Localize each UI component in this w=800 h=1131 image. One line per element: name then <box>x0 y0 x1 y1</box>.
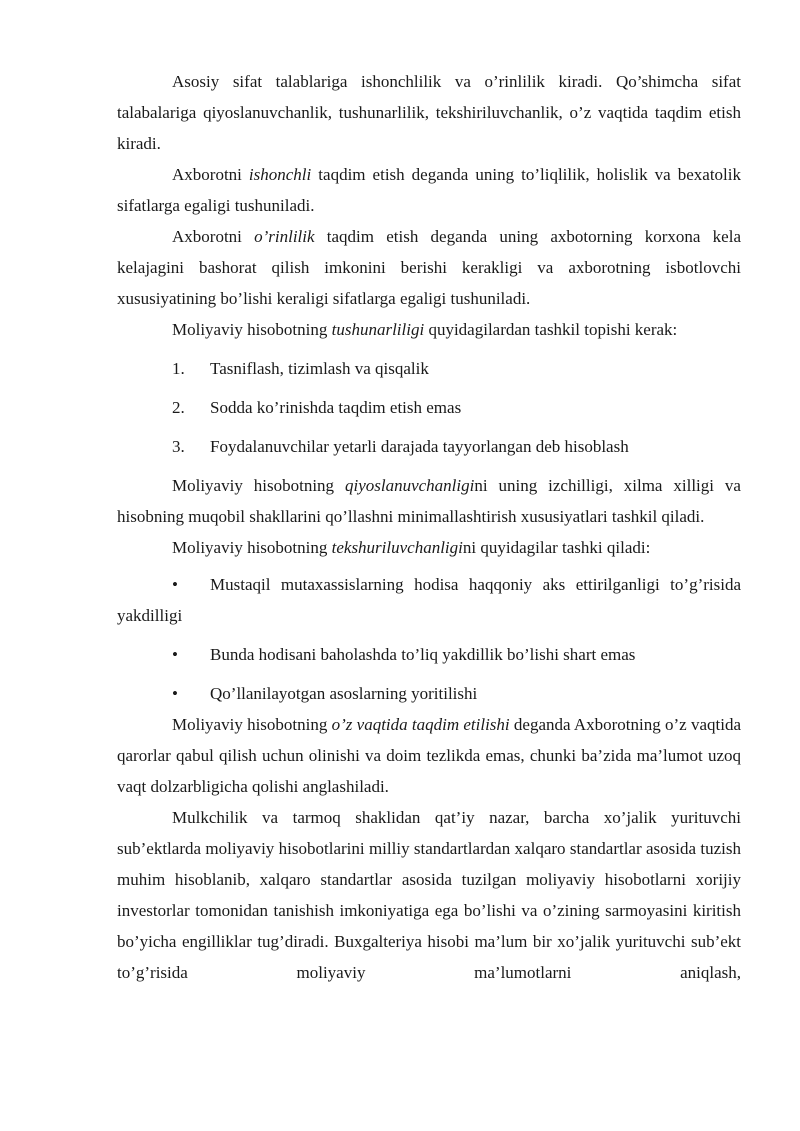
term-understandability: tushunarliligi <box>331 320 425 339</box>
list-item <box>117 678 741 709</box>
text-run: ni quyidagilar tashki qiladi: <box>462 538 651 557</box>
paragraph-relevance <box>117 221 741 314</box>
term-reliable: ishonchli <box>248 165 312 184</box>
bullet-list <box>117 569 741 709</box>
paragraph-international-standards: Mulkchilik va tarmoq shaklidan qat’iy nazar, barcha xo’jalik yurituvchi sub’ektlarda moliyaviy hisobotlarini milliy standartlardan xalqaro standartlar asosida tuzish muhim hisoblanib, xalqaro standartlar asosida tuzilgan moliyaviy hisobotlarni xorijiy investorlar tomonidan tanishish imkoniyatiga ega bo’lishi va o’zining sarmoyasini kiritish bo’yicha engilliklar tug’diradi. Buxgalteriya hisobi ma’lum bir xo’jalik yurituvchi sub’ekt to’g’risida moliyaviy ma’lumotlarni aniqlash, <box>117 808 741 982</box>
list-item <box>117 639 741 670</box>
list-item-text: Sodda ko’rinishda taqdim etish emas <box>210 398 462 417</box>
text-run: Moliyaviy hisobotning <box>172 538 332 557</box>
bullet-marker: • <box>172 575 178 594</box>
list-item-text: Foydalanuvchilar yetarli darajada tayyorlangan deb hisoblash <box>210 437 629 456</box>
document-page <box>117 66 741 988</box>
list-item-text: Tasniflash, tizimlash va qisqalik <box>210 359 429 378</box>
term-comparability: qiyoslanuvchanligi <box>344 476 475 495</box>
paragraph-understandability <box>117 314 741 345</box>
list-marker: 3. <box>172 437 185 456</box>
text-run: taqdim etish deganda uning axbotorning korxona kela kelajagini bashorat qilish imkonini berishi kerakligi va axborotning isbotlovchi xususiyatining bo’lishi keraligi sifatlarga egaligi tushuniladi. <box>117 227 741 308</box>
list-marker: 2. <box>172 398 185 417</box>
list-item-text: Bunda hodisani baholashda to’liq yakdillik bo’lishi shart emas <box>210 645 636 664</box>
list-item-text: Qo’llanilayotgan asoslarning yoritilishi <box>210 684 478 703</box>
term-relevance: o’rinlilik <box>254 227 315 246</box>
list-item <box>117 569 741 631</box>
list-item <box>117 353 741 384</box>
term-verifiability: tekshuriluvchanligi <box>331 538 463 557</box>
bullet-marker: • <box>172 645 178 664</box>
text-run: taqdim etish deganda uning to’liqlilik, holislik va bexatolik sifatlarga egaligi tushuniladi. <box>117 165 741 215</box>
text-run: Axborotni <box>172 227 255 246</box>
paragraph-verifiability <box>117 532 741 563</box>
list-item-text: Mustaqil mutaxassislarning hodisa haqqoniy aks ettirilganligi to’g’risida yakdilligi <box>117 575 741 625</box>
paragraph-reliability <box>117 159 741 221</box>
text-run: Axborotni <box>172 165 249 184</box>
list-item <box>117 431 741 462</box>
text-run: Moliyaviy hisobotning <box>172 320 332 339</box>
bullet-marker: • <box>172 684 178 703</box>
text-run: ni uning izchilligi, xilma xilligi va hisobning muqobil shakllarini qo’llashni minimallashtirish xususiyatlari tashkil qiladi. <box>117 476 741 526</box>
list-item <box>117 392 741 423</box>
paragraph-comparability <box>117 470 741 532</box>
text-run: Moliyaviy hisobotning <box>172 476 345 495</box>
term-timeliness: o’z vaqtida taqdim etilishi <box>331 715 510 734</box>
paragraph-quality-requirements: Asosiy sifat talablariga ishonchlilik va o’rinlilik kiradi. Qo’shimcha sifat talabalariga qiyoslanuvchanlik, tushunarlilik, tekshiriluvchanlik, o’z vaqtida taqdim etish kiradi. <box>117 72 741 153</box>
list-marker: 1. <box>172 359 185 378</box>
numbered-list <box>117 353 741 462</box>
text-run: quyidagilardan tashkil topishi kerak: <box>424 320 678 339</box>
text-run: Moliyaviy hisobotning <box>172 715 332 734</box>
paragraph-timeliness <box>117 709 741 802</box>
text-run: deganda Axborotning o’z vaqtida qarorlar qabul qilish uchun olinishi va doim tezlikda emas, chunki ba’zida ma’lumot uzoq vaqt dolzarbligicha qolishi anglashiladi. <box>117 715 741 796</box>
